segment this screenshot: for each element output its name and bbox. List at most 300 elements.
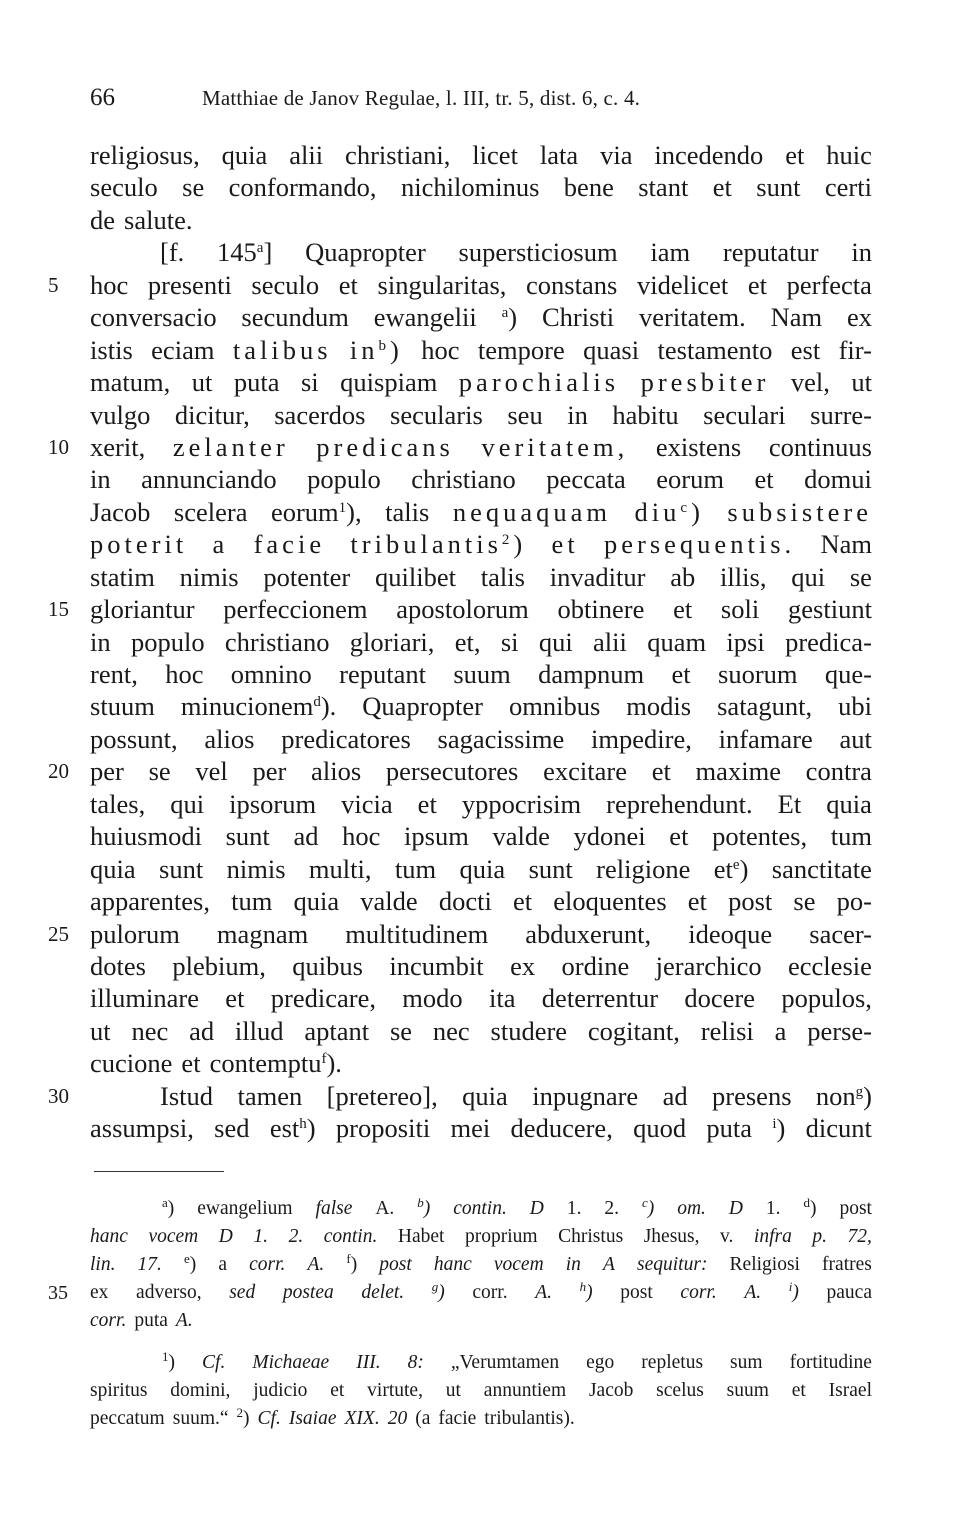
- word: vel,: [790, 367, 830, 398]
- word: abduxerunt,: [525, 918, 652, 949]
- word: ex: [846, 302, 872, 333]
- word: surre-: [810, 399, 872, 430]
- word: domini,: [170, 1380, 231, 1401]
- word: Jacob: [588, 1380, 634, 1401]
- word: nec: [432, 1015, 470, 1046]
- word: A: [603, 1254, 615, 1275]
- word: omnibus: [508, 691, 601, 722]
- word: est$^h$): [269, 1113, 316, 1144]
- word: in: [90, 626, 111, 657]
- word: suum.“: [172, 1408, 229, 1429]
- word: annuntiem: [483, 1380, 567, 1401]
- word: A.: [535, 1282, 553, 1303]
- word: quia: [462, 1080, 508, 1111]
- word: se: [793, 886, 816, 917]
- word: corr.: [472, 1282, 508, 1303]
- word: [f.: [160, 237, 185, 268]
- word: seculo: [251, 269, 320, 300]
- word: ewangelium: [197, 1198, 293, 1219]
- word: corr.: [90, 1310, 127, 1331]
- word: et: [651, 756, 671, 787]
- word: A.: [744, 1282, 762, 1303]
- word: aut: [839, 723, 872, 754]
- word: et: [417, 788, 437, 819]
- word: D: [529, 1198, 544, 1219]
- word: quia: [826, 788, 872, 819]
- text-line: [48, 918, 872, 950]
- word: se: [148, 756, 171, 787]
- word: 72,: [847, 1226, 872, 1247]
- word: incedendo: [654, 140, 764, 170]
- word: non$^g$): [815, 1080, 872, 1111]
- word: ecclesie: [788, 950, 872, 981]
- word: facie: [253, 529, 326, 560]
- word: huic: [826, 140, 872, 170]
- text-line: [90, 1047, 872, 1079]
- note-line: [90, 1405, 872, 1433]
- word: sacer-: [809, 918, 872, 949]
- text-line: [90, 139, 872, 171]
- word: bene: [563, 172, 614, 203]
- text-line: [90, 658, 872, 690]
- word: illuminare: [90, 983, 199, 1014]
- word: et: [330, 1380, 345, 1401]
- word: Quapropter: [305, 237, 426, 268]
- word: excitare: [543, 756, 627, 787]
- word: qui: [791, 561, 826, 592]
- running-header: [90, 84, 880, 114]
- word: ipsi: [726, 626, 765, 657]
- word: hoc: [90, 269, 129, 300]
- word: ad: [293, 821, 319, 852]
- line-number: 35: [48, 1282, 68, 1304]
- word: Cf.: [257, 1408, 281, 1429]
- word: ordine: [561, 950, 630, 981]
- word: adverso,: [136, 1282, 202, 1303]
- word: eorum: [656, 464, 724, 495]
- word: istis: [90, 334, 133, 365]
- word: A.: [175, 1310, 193, 1331]
- word: sequitur:: [637, 1254, 708, 1275]
- word: contin.: [453, 1198, 507, 1219]
- running-head-title: Matthiae de Janov Regulae, l. III, tr. 5, dist. 6, c. 4.: [202, 86, 641, 110]
- word: quia: [459, 853, 506, 884]
- word: subsistere: [727, 496, 872, 527]
- text-line: [48, 1080, 872, 1112]
- word: ut: [851, 367, 872, 398]
- word: $^b$): [417, 1195, 431, 1219]
- word: in: [90, 464, 111, 495]
- page-number: 66: [90, 84, 115, 111]
- word: christiano: [224, 626, 330, 657]
- word: sed: [214, 1113, 250, 1144]
- text-line: [90, 204, 872, 236]
- text-line: [90, 528, 872, 560]
- word: obtinere: [557, 594, 645, 625]
- word: $^a$): [162, 1195, 175, 1219]
- word: alii: [593, 626, 627, 657]
- word: minucionem$^d$).: [180, 691, 337, 722]
- text-line: [90, 820, 872, 852]
- word: vicia: [341, 788, 393, 819]
- word: ydonei: [573, 821, 646, 852]
- word: per: [90, 756, 124, 787]
- word: v.: [720, 1226, 734, 1247]
- word: nequaquam: [452, 496, 612, 527]
- word: impedire,: [590, 723, 692, 754]
- word: valde: [492, 821, 550, 852]
- word: et: [673, 594, 693, 625]
- word: constans: [526, 269, 618, 300]
- word: supersticiosum: [458, 237, 618, 268]
- word: et: [671, 659, 691, 689]
- word: 145$^a$]: [217, 237, 273, 268]
- word: potentes,: [712, 821, 808, 852]
- word: suum: [726, 1380, 769, 1401]
- word: Jhesus,: [643, 1226, 700, 1247]
- word: Et: [777, 788, 802, 819]
- word: salute.: [124, 204, 193, 235]
- word: ideoque: [688, 918, 773, 949]
- word: ipsum: [404, 821, 469, 852]
- word: $^i$): [772, 1113, 786, 1144]
- word: 8:: [407, 1352, 424, 1373]
- word: tales,: [90, 788, 146, 819]
- word: ewangelii: [373, 302, 477, 333]
- word: 1.: [253, 1226, 269, 1247]
- word: rent,: [90, 659, 138, 689]
- footnotes: [48, 1195, 872, 1433]
- word: sagacissime: [437, 723, 565, 754]
- text-line: [90, 236, 872, 268]
- text-line: [90, 723, 872, 755]
- word: omnino: [230, 659, 312, 689]
- word: post: [379, 1254, 412, 1275]
- word: veritatem,: [481, 431, 629, 462]
- word: pauca: [826, 1282, 872, 1303]
- word: eloquentes: [553, 886, 667, 917]
- text-line: [90, 463, 872, 495]
- word: puta: [706, 1113, 753, 1144]
- word: per: [252, 756, 287, 787]
- word: tempore: [477, 334, 565, 365]
- word: p.: [812, 1226, 828, 1247]
- word: se: [849, 561, 872, 592]
- text-line: [90, 334, 872, 366]
- word: xerit,: [90, 431, 146, 462]
- line-number: 10: [48, 434, 69, 459]
- word: talis: [480, 561, 525, 592]
- word: presenti: [147, 269, 232, 300]
- word: potenter: [263, 561, 351, 592]
- word: Isaiae: [288, 1408, 337, 1429]
- word: mei: [450, 1113, 491, 1144]
- word: hoc: [421, 334, 460, 365]
- word: dicunt: [805, 1113, 872, 1144]
- word: religiosus,: [90, 140, 200, 170]
- word: quibus: [292, 950, 363, 981]
- line-number: 5: [48, 272, 59, 297]
- word: reputant: [339, 659, 426, 689]
- word: tribulantis$^2$): [350, 529, 527, 560]
- word: statim: [90, 561, 155, 592]
- word: peccatum: [90, 1408, 165, 1429]
- word: $in^b$): [349, 334, 403, 365]
- word: A.: [307, 1254, 325, 1275]
- line-number: 30: [48, 1083, 69, 1108]
- word: tribulantis).: [484, 1408, 575, 1429]
- word: cogitant,: [587, 1015, 680, 1046]
- word: puta: [134, 1310, 168, 1331]
- word: predicare,: [270, 983, 376, 1014]
- word: nimis: [226, 853, 286, 884]
- word: D: [218, 1226, 233, 1247]
- word: dampnum: [538, 659, 645, 689]
- line-number: 20: [48, 759, 69, 784]
- word: satagunt,: [717, 691, 813, 722]
- word: quasi: [583, 334, 640, 365]
- word: corr.: [680, 1282, 717, 1303]
- word: Christus: [558, 1226, 624, 1247]
- word: post: [728, 886, 773, 917]
- word: dicitur,: [174, 399, 250, 430]
- note-line: [90, 1349, 872, 1377]
- note-line: [90, 1223, 872, 1251]
- word: illis,: [719, 561, 767, 592]
- word: inpugnare: [532, 1080, 639, 1111]
- word: relisi: [700, 1015, 754, 1046]
- word: nimis: [179, 561, 239, 592]
- word: infamare: [718, 723, 813, 754]
- word: proprium: [464, 1226, 538, 1247]
- word: populos,: [781, 983, 872, 1014]
- word: vel: [195, 756, 228, 787]
- word: et: [551, 529, 579, 560]
- word: 1.: [765, 1198, 781, 1219]
- word: vulgo: [90, 399, 151, 430]
- word: docti: [438, 886, 492, 917]
- word: quod: [633, 1113, 687, 1144]
- word: A.: [375, 1198, 395, 1219]
- word: III.: [356, 1352, 381, 1373]
- word: tum: [830, 821, 872, 852]
- note-line: [90, 1251, 872, 1279]
- word: hanc: [90, 1226, 128, 1247]
- word: ita: [488, 983, 516, 1014]
- word: gloriari,: [349, 626, 435, 657]
- text-line: [90, 626, 872, 658]
- word: hoc: [165, 659, 204, 689]
- word: cucione: [90, 1048, 173, 1079]
- word: quam: [647, 626, 707, 657]
- word: sunt: [756, 172, 801, 203]
- word: $^e$): [184, 1251, 197, 1275]
- word: se: [182, 172, 205, 203]
- word: suorum: [717, 659, 798, 689]
- word: $^c$): [641, 1195, 655, 1219]
- word: Israel: [828, 1380, 872, 1401]
- word: scelus: [656, 1380, 704, 1401]
- word: licet: [472, 140, 518, 170]
- note-line: [90, 1377, 872, 1405]
- word: conversacio: [90, 302, 217, 333]
- word: qui: [170, 788, 205, 819]
- word: docere: [684, 983, 756, 1014]
- word: hanc: [433, 1254, 472, 1275]
- critical-apparatus: [48, 1195, 872, 1335]
- word: suum: [453, 659, 511, 689]
- word: ab: [670, 561, 696, 592]
- word: gestiunt: [787, 594, 872, 625]
- word: invaditur: [549, 561, 646, 592]
- word: christiano: [411, 464, 516, 495]
- word: sed: [229, 1282, 256, 1303]
- word: $et^e$): [713, 853, 749, 884]
- text-line: [90, 853, 872, 885]
- word: sunt: [225, 821, 270, 852]
- word: est: [790, 334, 821, 365]
- word: a: [218, 1254, 228, 1275]
- word: $^g$): [431, 1279, 445, 1303]
- word: 2.: [604, 1198, 620, 1219]
- word: deducere,: [510, 1113, 613, 1144]
- word: Michaeae: [252, 1352, 330, 1373]
- word: predicans: [316, 431, 454, 462]
- word: populo: [130, 626, 205, 657]
- word: Religiosi: [729, 1254, 800, 1275]
- text-line: [90, 1015, 872, 1047]
- word: repletus: [641, 1352, 704, 1373]
- word: reprehendunt.: [606, 788, 753, 819]
- word: maxime: [695, 756, 781, 787]
- word: seculo: [90, 172, 158, 203]
- word: fortitudine: [789, 1352, 872, 1373]
- text-line: [90, 1112, 872, 1144]
- word: ipsorum: [229, 788, 317, 819]
- word: ex: [510, 950, 536, 981]
- word: $^d$): [803, 1195, 817, 1219]
- word: domui: [804, 464, 872, 495]
- word: et: [512, 886, 533, 917]
- text-line: [90, 950, 872, 982]
- word: $^f$): [346, 1251, 358, 1275]
- word: Cf.: [202, 1352, 226, 1373]
- word: certi: [824, 172, 872, 203]
- word: via: [600, 140, 633, 170]
- word: in: [851, 237, 872, 268]
- word: predicatores: [281, 723, 411, 754]
- word: yppocrisim: [461, 788, 582, 819]
- word: quia: [221, 140, 268, 170]
- word: modis: [626, 691, 692, 722]
- word: apostolorum: [396, 594, 529, 625]
- word: plebium,: [172, 950, 266, 981]
- word: quispiam: [340, 367, 438, 398]
- text-line: [90, 561, 872, 593]
- text-line: [90, 885, 872, 917]
- word: in: [567, 399, 588, 430]
- word: Nam: [770, 302, 823, 333]
- text-line: [90, 301, 872, 333]
- note-line: [90, 1307, 872, 1335]
- word: veritatem.: [639, 302, 746, 333]
- word: testamento: [657, 334, 773, 365]
- word: presbiter: [640, 367, 770, 398]
- word: huiusmodi: [90, 821, 202, 852]
- word: ex: [90, 1282, 109, 1303]
- word: delet.: [361, 1282, 405, 1303]
- word: matum,: [90, 367, 171, 398]
- word: alios: [204, 723, 255, 754]
- text-line: [90, 690, 872, 722]
- word: contemptu$^f$).: [209, 1048, 342, 1079]
- word: false: [315, 1198, 353, 1219]
- word: ut: [90, 1015, 111, 1046]
- word: Istud: [160, 1080, 214, 1111]
- word: perfecta: [786, 269, 872, 300]
- word: sum: [730, 1352, 763, 1373]
- word: post: [620, 1282, 653, 1303]
- word: 20: [387, 1408, 408, 1429]
- word: conformando,: [228, 172, 377, 203]
- word: apparentes,: [90, 886, 210, 917]
- word: perse-: [807, 1015, 872, 1046]
- word: om.: [677, 1198, 706, 1219]
- word: habitu: [612, 399, 679, 430]
- word: a: [212, 529, 229, 560]
- word: post: [839, 1198, 872, 1219]
- word: persequentis.: [603, 529, 796, 560]
- word: populo: [307, 464, 381, 495]
- word: modo: [402, 983, 463, 1014]
- word: multitudinem: [345, 918, 489, 949]
- word: et: [338, 269, 358, 300]
- word: iam: [650, 237, 691, 268]
- word: deterrentur: [541, 983, 659, 1014]
- word: pulorum: [90, 918, 180, 949]
- word: ad: [189, 1015, 215, 1046]
- word: et: [225, 983, 245, 1014]
- word: quia: [90, 853, 136, 884]
- word: ut: [191, 367, 213, 398]
- line-number: 15: [48, 597, 69, 622]
- word: diu$^c$): [634, 496, 704, 527]
- word: peccata: [546, 464, 626, 495]
- word: 17.: [137, 1254, 162, 1275]
- word: Quapropter: [362, 691, 483, 722]
- word: et: [669, 821, 689, 852]
- word: in: [565, 1254, 581, 1275]
- word: illud: [234, 1015, 284, 1046]
- word: et: [181, 1048, 201, 1079]
- word: studere: [490, 1015, 568, 1046]
- word: tum: [394, 853, 437, 884]
- text-line: [48, 269, 872, 301]
- word: sunt: [528, 853, 573, 884]
- word: gloriantur: [90, 594, 195, 625]
- footnote-divider: [94, 1171, 224, 1172]
- word: et: [791, 1380, 806, 1401]
- word: alii: [289, 140, 324, 170]
- word: ego: [586, 1352, 615, 1373]
- word: magnam: [216, 918, 309, 949]
- word: sunt: [159, 853, 204, 884]
- note-line: [48, 1279, 872, 1307]
- word: annunciando: [141, 464, 277, 495]
- word: seu: [507, 399, 543, 430]
- word: persecutores: [385, 756, 519, 787]
- word: ad: [662, 1080, 688, 1111]
